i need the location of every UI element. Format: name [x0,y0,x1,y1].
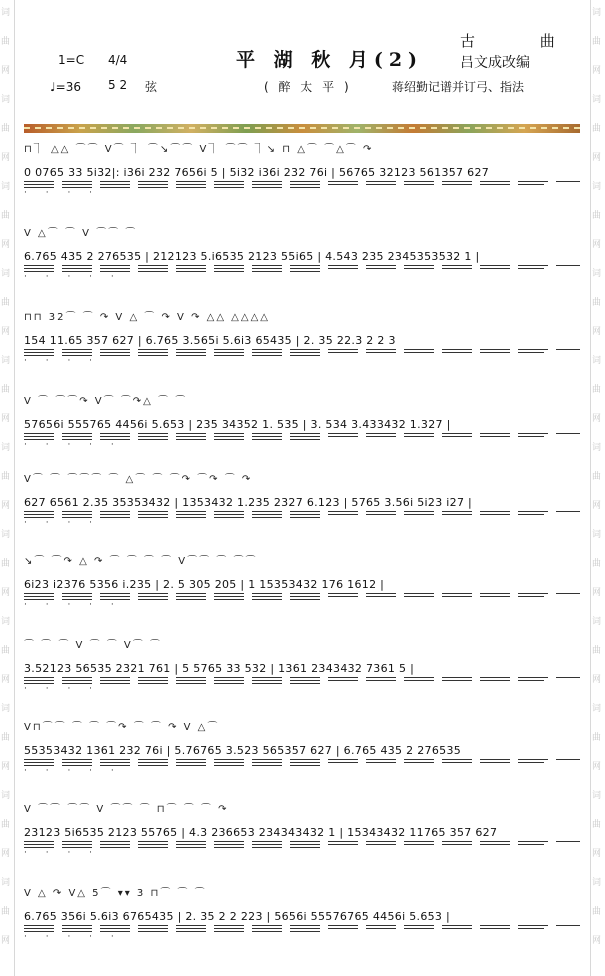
jianpu-notes: 6.765 356i 5.6i3 6765435 | 2. 35 2 2 223 | 5656i 55576765 4456i 5.653 | [24,910,451,923]
jianpu-notes: 23123 5i6535 2123 55765 | 4.3 236653 234343432 1 | 15343432 11765 357 627 [24,826,498,839]
watermark-char: 曲 [1,472,11,482]
tempo-marking: ♩=36 [50,80,81,94]
octave-dots: · · · · · [24,932,122,942]
watermark-char: 词 [1,182,11,192]
watermark-char: 网 [1,240,11,250]
octave-dots: · · · · · [24,600,122,610]
score-line [24,392,580,452]
jianpu-notes: 3.52123 56535 2321 761 | 5 5765 33 532 | 1361 2343432 7361 5 | [24,662,415,675]
jianpu-notes: 627 6561 2.35 35353432 | 1353432 1.235 2327 6.123 | 5765 3.56i 5i23 i27 | [24,496,473,509]
watermark-char: 曲 [1,733,11,743]
watermark-char: 网 [1,414,11,424]
bowing-marks: ↘⌒ ⌒↷ △ ↷ ⌒ ⌒ ⌒ ⌒ V⌒⌒ ⌒ ⌒⌒ [24,556,258,567]
bowing-marks: V⊓⌒⌒ ⌒ ⌒ ⌒↷ ⌒ ⌒ ↷ V △⌒ [24,722,220,733]
watermark-char: 曲 [592,733,602,743]
duration-underline [24,841,580,842]
page-subtitle: ( 醉 太 平 ) [264,80,352,94]
watermark-char: 曲 [592,646,602,656]
jianpu-notes: 154 11.65 357 627 | 6.765 3.565i 5.6i3 65435 | 2. 35 22.3 2 2 3 [24,334,396,347]
watermark-char: 词 [1,878,11,888]
score-line [24,224,580,284]
duration-underline [24,680,544,681]
watermark-char: 网 [592,936,602,946]
bowing-marks: ⌒ ⌒ ⌒ V ⌒ ⌒ V⌒ ⌒ [24,640,162,651]
score-line [24,470,580,530]
time-signature: 4/4 [108,53,128,67]
bowing-marks: V △ ↷ V△ 5⌒ ▾▾ 3 ⊓⌒ ⌒ ⌒ [24,888,207,899]
watermark-char: 曲 [592,124,602,134]
bowing-marks: ⊓⏋ △△ ⌒⌒ V⌒ ⏋ ⌒↘⌒⌒ V⏋ ⌒⌒ ⏋↘ ⊓ △⌒ ⌒△⌒ ↷ [24,144,374,155]
watermark-char: 词 [592,356,602,366]
duration-underline [24,593,580,594]
watermark-char: 曲 [1,298,11,308]
watermark-char: 曲 [592,37,602,47]
score-line [24,800,580,860]
duration-underline [24,762,544,763]
tuning-marking: 5 2 [108,78,128,92]
duration-underline [24,433,580,434]
score-line [24,636,580,696]
watermark-char: 词 [592,530,602,540]
octave-dots: · · · · [24,356,101,366]
bowing-marks: V ⌒ ⌒⌒↷ V⌒ ⌒↷△ ⌒ ⌒ [24,396,188,407]
watermark-char: 网 [1,675,11,685]
watermark-char: 曲 [592,907,602,917]
duration-underline [24,184,544,185]
watermark-char: 词 [1,269,11,279]
bowing-marks: V ⌒⌒ ⌒⌒ V ⌒⌒ ⌒ ⊓⌒ ⌒ ⌒ ↷ [24,804,229,815]
watermark-char: 网 [1,936,11,946]
arranger-label: 吕文成改编 [460,55,530,71]
watermark-char: 词 [1,704,11,714]
jianpu-notes: 6i23 i2376 5356 i.235 | 2. 5 305 205 | 1 15353432 176 1612 | [24,578,385,591]
watermark-char: 曲 [1,646,11,656]
watermark-char: 词 [1,8,11,18]
watermark-char: 网 [1,327,11,337]
origin-label: 古 曲 [460,32,585,50]
bowing-marks: V⌒ ⌒ ⌒⌒⌒ ⌒ △⌒ ⌒ ⌒↷ ⌒↷ ⌒ ↷ [24,474,253,485]
bowing-marks: V △⌒ ⌒ V ⌒⌒ ⌒ [24,228,138,239]
watermark-char: 词 [592,269,602,279]
score-line [24,140,580,200]
octave-dots: · · · · · [24,272,122,282]
octave-dots: · · · · · [24,766,122,776]
score-line [24,552,580,612]
watermark-char: 词 [1,356,11,366]
score-line [24,718,580,778]
watermark-char: 网 [592,849,602,859]
watermark-char: 曲 [592,820,602,830]
watermark-char: 词 [1,95,11,105]
watermark-char: 词 [1,443,11,453]
watermark-char: 词 [592,182,602,192]
watermark-char: 网 [592,414,602,424]
octave-dots: · · · · [24,848,101,858]
jianpu-notes: 57656i 555765 4456i 5.653 | 235 34352 1. 535 | 3. 534 3.433432 1.327 | [24,418,451,431]
duration-underline [24,181,580,182]
watermark-char: 曲 [1,124,11,134]
watermark-char: 词 [592,8,602,18]
duration-underline [24,265,580,266]
watermark-char: 曲 [592,385,602,395]
watermark-char: 网 [592,675,602,685]
watermark-char: 网 [592,327,602,337]
watermark-char: 曲 [592,559,602,569]
watermark-char: 网 [1,153,11,163]
watermark-char: 网 [1,762,11,772]
duration-underline [24,759,580,760]
watermark-char: 网 [592,588,602,598]
watermark-char: 曲 [592,472,602,482]
duration-underline [24,844,544,845]
watermark-char: 词 [1,530,11,540]
watermark-char: 曲 [1,559,11,569]
decorative-divider-band [24,124,580,133]
duration-underline [24,436,544,437]
watermark-char: 词 [592,878,602,888]
watermark-char: 网 [592,501,602,511]
watermark-char: 网 [1,849,11,859]
watermark-char: 词 [592,617,602,627]
watermark-char: 网 [592,66,602,76]
left-watermark-column [0,0,15,976]
watermark-char: 词 [1,617,11,627]
duration-underline [24,511,580,512]
duration-underline [24,596,544,597]
duration-underline [24,928,544,929]
jianpu-notes: 6.765 435 2 276535 | 212123 5.i6535 2123 55i65 | 4.543 235 2345353532 1 | [24,250,480,263]
octave-dots: · · · · [24,518,101,528]
watermark-char: 曲 [592,211,602,221]
watermark-char: 曲 [1,385,11,395]
octave-dots: · · · · [24,188,101,198]
watermark-char: 网 [592,762,602,772]
octave-dots: · · · · [24,684,101,694]
watermark-char: 词 [592,704,602,714]
page-title: 平 湖 秋 月(2) [236,49,424,71]
watermark-char: 网 [1,66,11,76]
duration-underline [24,352,544,353]
watermark-char: 网 [1,501,11,511]
duration-underline [24,677,580,678]
watermark-char: 网 [592,240,602,250]
octave-dots: · · · · · [24,440,122,450]
watermark-char: 词 [592,95,602,105]
watermark-char: 网 [1,588,11,598]
watermark-char: 曲 [1,820,11,830]
score-line [24,884,580,944]
watermark-char: 曲 [1,907,11,917]
watermark-char: 曲 [1,37,11,47]
strings-marking: 弦 [145,80,158,94]
watermark-char: 词 [1,791,11,801]
watermark-char: 曲 [592,298,602,308]
watermark-char: 词 [592,791,602,801]
duration-underline [24,514,544,515]
jianpu-notes: 55353432 1361 232 76i | 5.76765 3.523 565357 627 | 6.765 435 2 276535 [24,744,462,757]
notated-by-label: 蒋绍勤记谱并订弓、指法 [392,80,525,94]
watermark-char: 词 [592,443,602,453]
bowing-marks: ⊓⊓ 32⌒ ⌒ ↷ V △ ⌒ ↷ V ↷ △△ △△△△ [24,312,270,323]
right-watermark-column [590,0,605,976]
duration-underline [24,925,580,926]
jianpu-notes: 0 0765 33 5i32|: i36i 232 7656i 5 | 5i32 i36i 232 76i | 56765 32123 561357 627 [24,166,490,179]
duration-underline [24,349,580,350]
key-signature: 1=C [58,53,85,67]
watermark-char: 曲 [1,211,11,221]
score-line [24,308,580,368]
duration-underline [24,268,544,269]
watermark-char: 网 [592,153,602,163]
